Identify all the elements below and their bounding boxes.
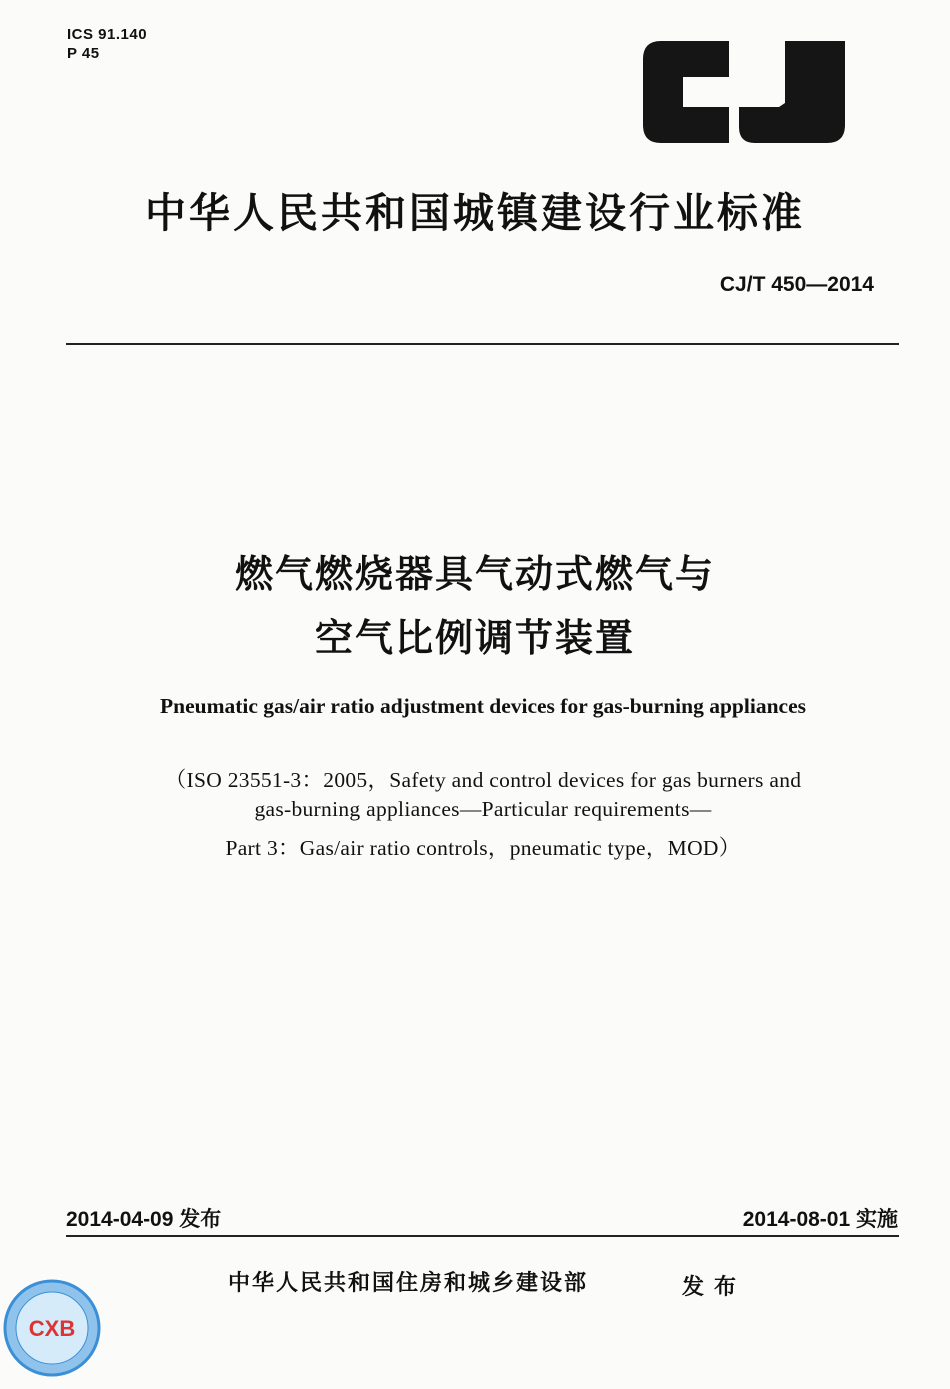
implement-date: 2014-08-01 实施 [742,1208,898,1231]
standard-number: CJ/T 450—2014 [719,273,874,296]
publish-label: 发布 [682,1275,747,1300]
iso-reference-line2: gas-burning appliances—Particular requirements— [254,797,712,821]
iso-reference-line1: （ISO 23551-3：2005，Safety and control devices for gas burners and [164,768,802,792]
cn-title-line1: 燃气燃烧器具气动式燃气与 [234,552,715,596]
p-code: P 45 [67,45,100,62]
issue-date: 2014-04-09 发布 [66,1208,222,1231]
ics-code: ICS 91.140 [67,26,148,43]
standard-title: 中华人民共和国城镇建设行业标准 [145,189,805,237]
anti-counterfeit-seal [2,1278,102,1378]
iso-reference-line3: Part 3：Gas/air ratio controls，pneumatic type，MOD） [225,836,741,860]
logo-text: CJ [741,131,747,138]
en-title: Pneumatic gas/air ratio adjustment devices for gas-burning appliances [160,694,806,718]
cn-title-line2: 空气比例调节装置 [314,616,635,660]
top-divider [66,343,899,345]
seal-text: CXB [28,1316,76,1341]
bottom-divider [66,1235,899,1237]
issuing-authority: 中华人民共和国住房和城乡建设部 [228,1271,589,1296]
cj-logo [643,41,845,143]
